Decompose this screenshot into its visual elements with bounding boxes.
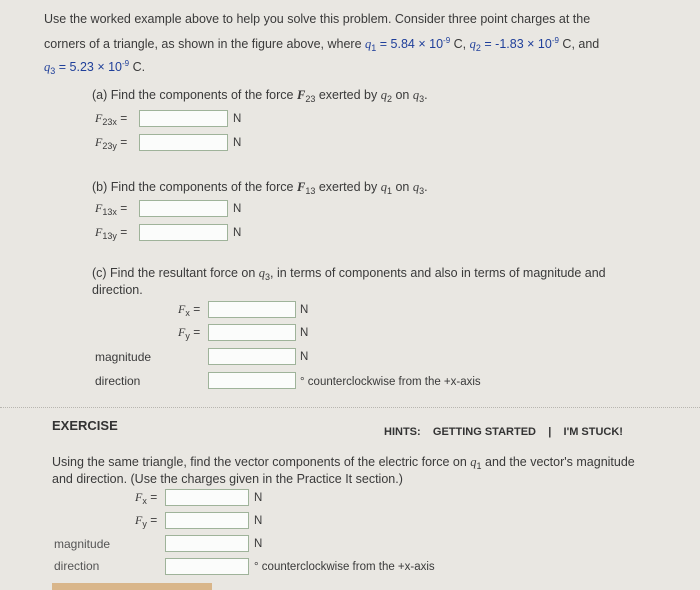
q2-definition: $q_2 = -1.83 \times 10^{-9}$ <box>469 36 559 53</box>
q3-definition: $q_3 = 5.23 \times 10^{-9}$ <box>44 59 130 76</box>
force-f13-symbol: F <box>296 180 306 194</box>
exercise-magnitude-input[interactable] <box>165 535 249 552</box>
q3-unit: C. <box>132 60 146 74</box>
part-c-question-line-2: direction. <box>92 283 143 297</box>
fy-input[interactable] <box>208 324 296 341</box>
f23x-unit: N <box>233 113 242 125</box>
intro-line-1: Use the worked example above to help you solve this problem. Consider three point charges at the <box>44 12 591 26</box>
fx-input[interactable] <box>208 301 296 318</box>
f13y-unit: N <box>233 227 242 239</box>
intro-line-3 <box>44 59 145 76</box>
f13x-input[interactable] <box>139 200 228 217</box>
q2-unit: C, and <box>562 37 600 51</box>
exercise-question-line-1: Using the same triangle, find the vector components of the electric force on $q_1$ and the vector's magnitude <box>52 455 635 471</box>
fx-unit: N <box>300 304 309 316</box>
fy-unit: N <box>300 327 309 339</box>
exercise-fx-input[interactable] <box>165 489 249 506</box>
bottom-button-edge <box>52 583 212 590</box>
exercise-direction-unit: ° counterclockwise from the +x-axis <box>254 561 435 573</box>
exercise-direction-label: direction <box>54 559 100 573</box>
f23y-input[interactable] <box>139 134 228 151</box>
f23y-unit: N <box>233 137 242 149</box>
fx-label: $F_x$ = <box>178 302 201 318</box>
direction-label: direction <box>95 374 141 388</box>
hints-bar <box>384 426 623 438</box>
q1-definition: $q_1 = 5.84 \times 10^{-9}$ <box>365 36 451 53</box>
magnitude-input[interactable] <box>208 348 296 365</box>
exercise-fx-label: $F_x$ = <box>135 490 158 506</box>
intro-line-2-text: corners of a triangle, as shown in the figure above, where <box>44 37 362 51</box>
q1-unit: C, <box>453 37 467 51</box>
hints-separator: | <box>548 426 552 438</box>
part-b-question: (b) Find the components of the force $F_{13}$ exerted by $q_1$ on $q_3$. <box>92 180 428 196</box>
exercise-title: EXERCISE <box>52 418 118 433</box>
direction-unit: ° counterclockwise from the +x-axis <box>300 376 481 388</box>
f23x-label: $F_{23x}$ = <box>95 111 128 127</box>
exercise-magnitude-label: magnitude <box>54 537 111 551</box>
im-stuck-link[interactable]: I'M STUCK! <box>563 426 623 438</box>
intro-line-2 <box>44 36 599 53</box>
section-divider <box>0 407 700 408</box>
exercise-direction-input[interactable] <box>165 558 249 575</box>
fy-label: $F_y$ = <box>178 325 201 341</box>
hints-label: HINTS: <box>384 426 421 438</box>
part-a-question: (a) Find the components of the force $F_{23}$ exerted by $q_2$ on $q_3$. <box>92 88 428 104</box>
magnitude-label: magnitude <box>95 350 152 364</box>
f13y-input[interactable] <box>139 224 228 241</box>
f13x-unit: N <box>233 203 242 215</box>
exercise-question-line-2: and direction. (Use the charges given in the Practice It section.) <box>52 472 403 486</box>
part-c-question-line-1: (c) Find the resultant force on $q_3$, in terms of components and also in terms of magnitude and <box>92 266 606 282</box>
f23x-input[interactable] <box>139 110 228 127</box>
f13y-label: $F_{13y}$ = <box>95 225 128 241</box>
f23y-label: $F_{23y}$ = <box>95 135 128 151</box>
getting-started-link[interactable]: GETTING STARTED <box>432 426 536 438</box>
exercise-fy-input[interactable] <box>165 512 249 529</box>
force-f23-symbol: F <box>296 88 306 102</box>
direction-input[interactable] <box>208 372 296 389</box>
exercise-fy-unit: N <box>254 515 263 527</box>
exercise-fy-label: $F_y$ = <box>135 513 158 529</box>
magnitude-unit: N <box>300 351 309 363</box>
f13x-label: $F_{13x}$ = <box>95 201 128 217</box>
exercise-fx-unit: N <box>254 492 263 504</box>
exercise-magnitude-unit: N <box>254 538 263 550</box>
